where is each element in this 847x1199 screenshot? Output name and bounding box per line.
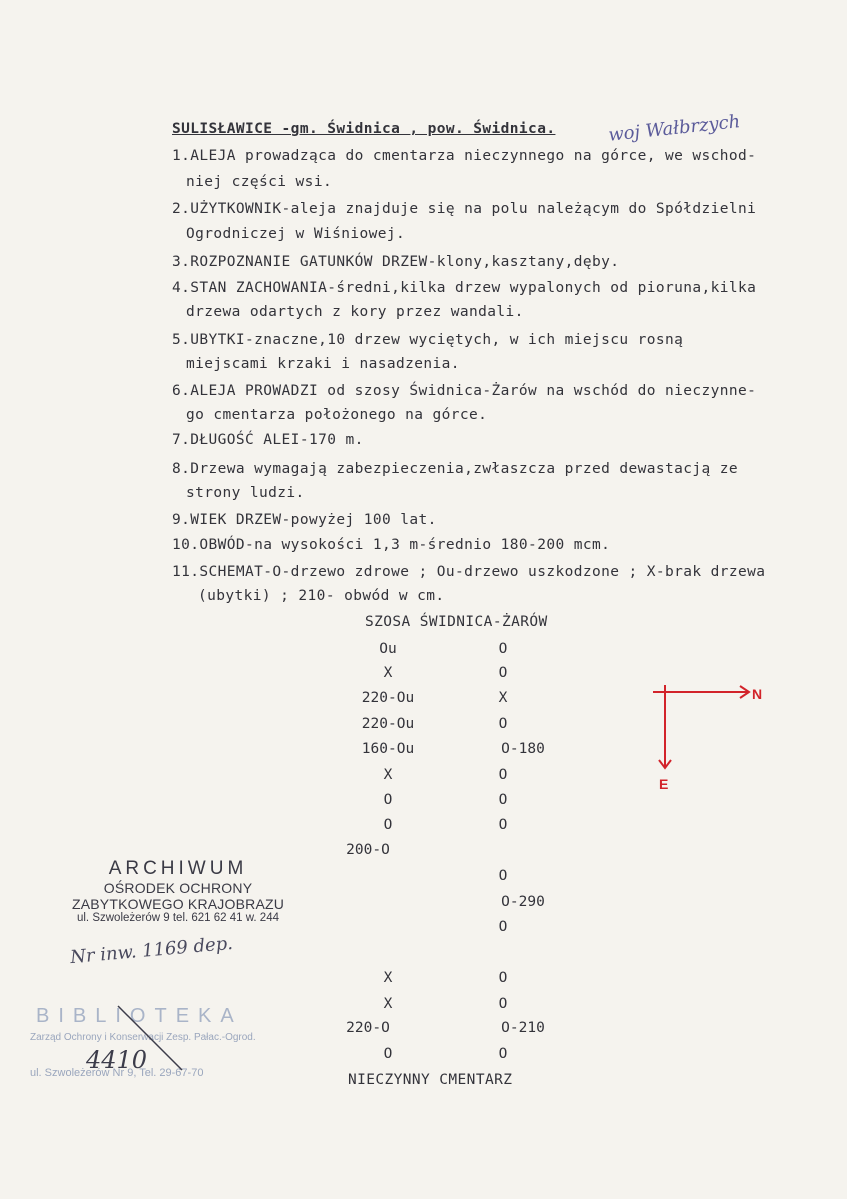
- archive-stamp-address: ul. Szwoleżerów 9 tel. 621 62 41 w. 244: [76, 912, 279, 924]
- item-line: 3.ROZPOZNANIE GATUNKÓW DRZEW-klony,kasztany,dęby.: [172, 254, 620, 270]
- tree-cell-left: X: [383, 767, 393, 783]
- archive-stamp-line: ZABYTKOWEGO KRAJOBRAZU: [71, 896, 285, 912]
- tree-cell-right: O: [498, 817, 508, 833]
- tree-cell-left: Ou: [379, 641, 397, 657]
- schema-bottom-label: NIECZYNNY CMENTARZ: [348, 1072, 513, 1088]
- tree-cell-left: O: [383, 792, 393, 808]
- compass-north-label: N: [752, 686, 763, 702]
- item-line: (ubytki) ; 210- obwód w cm.: [198, 588, 445, 604]
- tree-cell-left: X: [383, 996, 393, 1012]
- tree-cell-left: 220-Ou: [361, 716, 415, 732]
- compass-east-label: E: [659, 776, 669, 792]
- tree-cell-right: O-210: [501, 1020, 545, 1036]
- tree-cell-left: 160-Ou: [361, 741, 415, 757]
- tree-cell-right: O: [498, 767, 508, 783]
- inventory-number-handwritten: Nr inw. 1169 dep.: [69, 932, 234, 969]
- item-line: 1.ALEJA prowadząca do cmentarza nieczynnego na górce, we wschod-: [172, 148, 757, 164]
- item-line: go cmentarza położonego na górce.: [186, 407, 488, 423]
- tree-cell-right: O: [498, 996, 508, 1012]
- tree-cell-left: O: [383, 1046, 393, 1062]
- item-line: miejscami krzaki i nasadzenia.: [186, 356, 460, 372]
- item-line: 5.UBYTKI-znaczne,10 drzew wyciętych, w ich miejscu rosną: [172, 332, 684, 348]
- item-line: 4.STAN ZACHOWANIA-średni,kilka drzew wypalonych od pioruna,kilka: [172, 280, 757, 296]
- item-line: Ogrodniczej w Wiśniowej.: [186, 226, 406, 242]
- schema-top-label: SZOSA ŚWIDNICA-ŻARÓW: [365, 614, 548, 630]
- tree-cell-right: O: [498, 1046, 508, 1062]
- tree-cell-right: O: [498, 970, 508, 986]
- item-line: 2.UŻYTKOWNIK-aleja znajduje się na polu należącym do Spółdzielni: [172, 201, 757, 217]
- item-line: 8.Drzewa wymagają zabezpieczenia,zwłaszcza przed dewastacją ze: [172, 461, 739, 477]
- item-line: strony ludzi.: [186, 485, 305, 501]
- tree-cell-right: O: [498, 792, 508, 808]
- pen-stroke-mark: [112, 1000, 192, 1080]
- tree-cell-right: O: [498, 665, 508, 681]
- archive-stamp-line: OŚRODEK OCHRONY: [103, 880, 253, 896]
- tree-cell-left: 200-O: [346, 842, 390, 858]
- tree-cell-right: O: [498, 641, 508, 657]
- tree-cell-right: O-290: [501, 894, 545, 910]
- library-stamp-address: ul. Szwoleżerów Nr 9, Tel. 29-67-70: [30, 1067, 204, 1079]
- item-line: niej części wsi.: [186, 174, 333, 190]
- compass-arrows-icon: [645, 680, 765, 790]
- library-stamp-line: Zarząd Ochrony i Konserwacji Zesp. Pałac.-Ogrod.: [30, 1032, 256, 1043]
- tree-cell-right: O: [498, 716, 508, 732]
- item-line: 6.ALEJA PROWADZI od szosy Świdnica-Żarów na wschód do nieczynne-: [172, 383, 757, 399]
- tree-cell-left: 220-O: [346, 1020, 390, 1036]
- tree-cell-left: O: [383, 817, 393, 833]
- item-line: 7.DŁUGOŚĆ ALEI-170 m.: [172, 432, 364, 448]
- tree-cell-right: O: [498, 868, 508, 884]
- item-line: drzewa odartych z kory przez wandali.: [186, 304, 524, 320]
- tree-cell-right: X: [498, 690, 508, 706]
- tree-cell-left: X: [383, 970, 393, 986]
- item-line: 11.SCHEMAT-O-drzewo zdrowe ; Ou-drzewo uszkodzone ; X-brak drzewa: [172, 564, 766, 580]
- document-title: SULISŁAWICE -gm. Świdnica , pow. Świdnica.: [172, 121, 556, 137]
- tree-cell-left: X: [383, 665, 393, 681]
- archive-stamp: [68, 858, 288, 924]
- tree-cell-right: O: [498, 919, 508, 935]
- tree-cell-right: O-180: [501, 741, 545, 757]
- item-line: 10.OBWÓD-na wysokości 1,3 m-średnio 180-200 mcm.: [172, 537, 611, 553]
- archive-stamp-title: ARCHIWUM: [108, 858, 248, 879]
- library-stamp-title: BIBLIOTEKA: [36, 1005, 243, 1027]
- item-line: 9.WIEK DRZEW-powyżej 100 lat.: [172, 512, 437, 528]
- tree-cell-left: 220-Ou: [361, 690, 415, 706]
- library-number-handwritten: 4410: [86, 1046, 148, 1074]
- handwritten-note: woj Wałbrzych: [607, 111, 742, 146]
